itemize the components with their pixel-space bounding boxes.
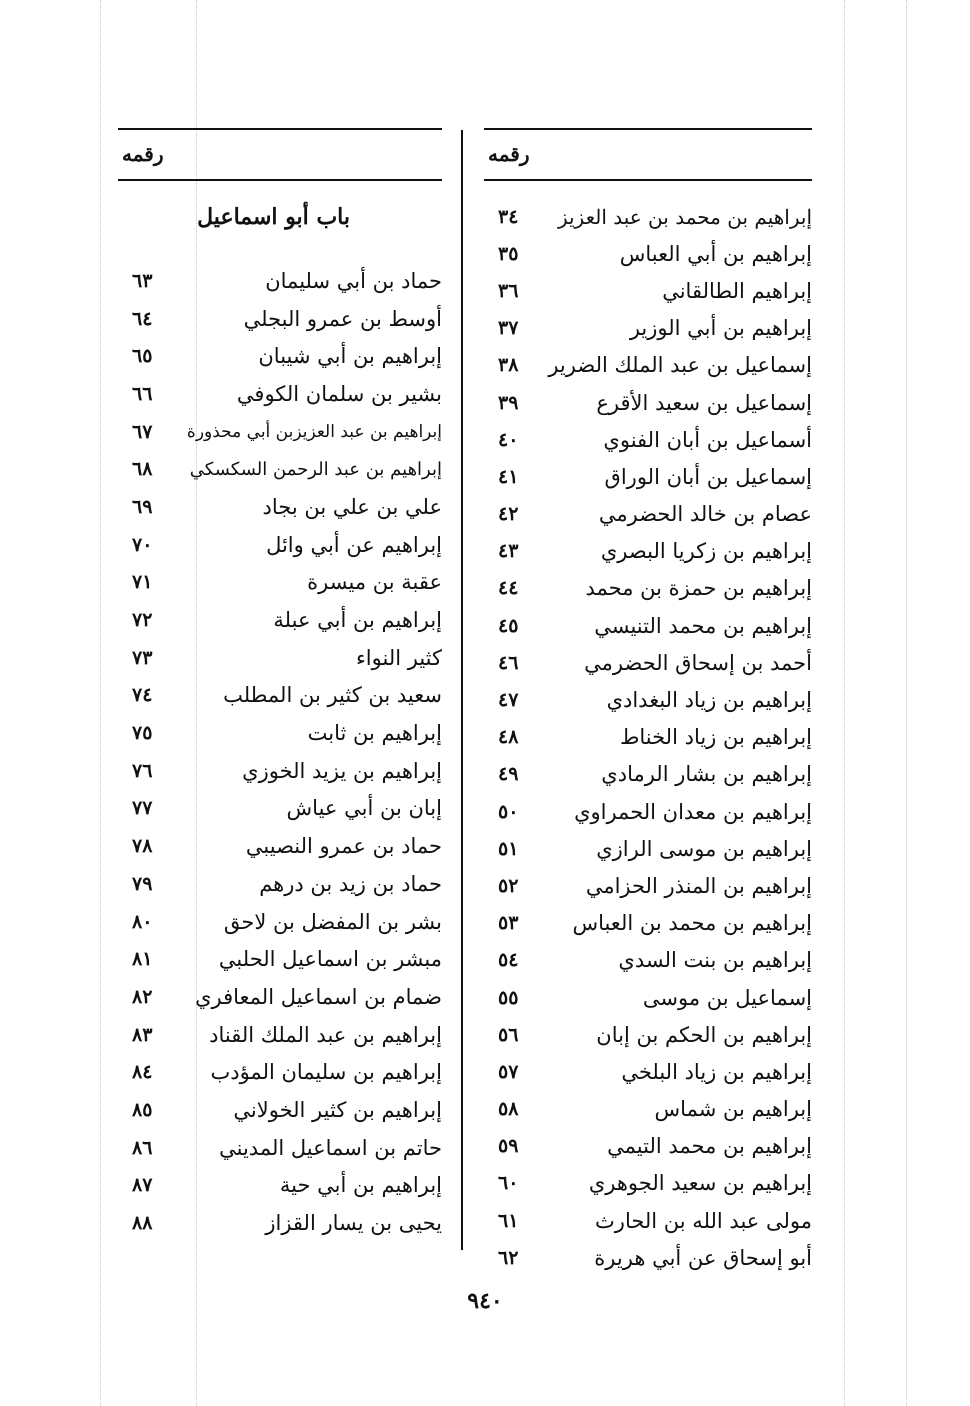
list-item [484,756,812,793]
list-item [484,905,812,942]
entry-name: إبراهيم بن الحكم بن إبان [596,1022,812,1047]
list-item [484,1091,812,1128]
scan-dotted-line [100,0,101,1406]
list-item [118,526,442,564]
entry-number: ٨٣ [132,1023,153,1046]
entry-name: أوسط بن عمرو البجلي [243,306,442,331]
list-item [118,601,442,639]
entry-name: إبراهيم بن ثابت [307,721,442,746]
entry-name: إسماعيل بن عبد الملك الضرير [548,353,812,378]
list-item [118,262,442,300]
entry-number: ٤٨ [498,726,519,749]
entry-number: ٧٣ [132,646,153,669]
entry-number: ٥٥ [498,986,519,1009]
entry-number: ٦٦ [132,382,153,405]
entry-name: إبراهيم بن عبد الملك القناد [209,1022,442,1047]
list-item [118,903,442,941]
entry-name: إبراهيم بن سعيد الجوهري [588,1171,812,1196]
column-separator [461,130,463,1250]
list-item [118,1129,442,1167]
entry-name: أسماعيل بن أبان الفنوي [603,427,812,452]
entry-name: إبراهيم بن محمد التنيسي [594,613,812,638]
entry-name: إبراهيم بن زياد الخناط [619,725,812,750]
entry-number: ٥١ [498,837,519,860]
entry-name: حاتم بن اسماعيل المديني [219,1135,442,1160]
entry-number: ٨٤ [132,1061,153,1084]
list-item [484,235,812,272]
entry-name: إبراهيم بن محمد بن عبد العزيز [557,204,812,229]
entry-name: إبراهيم بن بنت السدي [618,948,812,973]
entry-number: ٣٨ [498,354,519,377]
header-rule-top [484,128,812,130]
entry-name: إبان بن أبي عياش [286,796,442,821]
entry-name: إسماعيل بن سعيد الأقرع [596,390,812,415]
entry-number: ٣٤ [498,205,519,228]
list-item [484,458,812,495]
entry-number: ٥٤ [498,949,519,972]
entry-number: ٨٦ [132,1136,153,1159]
entry-name: إبراهيم الطالقاني [662,278,812,303]
list-item [484,347,812,384]
entry-name: إبراهيم بن أبي شيبان [258,344,442,369]
entry-number: ٦٠ [498,1172,519,1195]
entry-name: إبراهيم بن موسى الرازي [596,836,812,861]
list-item [118,488,442,526]
entry-name: إبراهيم بن المنذر الحزامي [585,873,812,898]
entry-name: إبراهيم بن حمزة بن محمد [585,576,812,601]
entry-name: إبراهيم بن عبد العزيزبن أبي محذورة [186,421,442,442]
list-item [484,533,812,570]
entry-name: إبراهيم بن بشار الرمادي [601,762,812,787]
list-item [118,1091,442,1129]
entry-number: ٨٧ [132,1174,153,1197]
list-item [484,272,812,309]
list-item [118,940,442,978]
entry-number: ٧٦ [132,759,153,782]
list-item [484,830,812,867]
entry-name: حماد بن عمرو النصيبي [245,834,442,859]
list-item [484,198,812,235]
list-item [118,337,442,375]
entry-name: أبو إسحاق عن أبي هريرة [594,1245,812,1270]
list-item [118,450,442,488]
entry-number: ٤٧ [498,689,519,712]
entry-number: ٤١ [498,465,519,488]
entry-name: إبراهيم بن عبد الرحمن السكسكي [189,458,442,480]
entry-number: ٧٠ [132,533,153,556]
entry-number: ٨٢ [132,985,153,1008]
list-item [118,1016,442,1054]
list-item [118,865,442,903]
entry-number: ٨٠ [132,910,153,933]
list-item [118,790,442,828]
list-item [484,942,812,979]
header-rule-bottom [118,179,442,181]
entry-number: ٧٢ [132,609,153,632]
entry-name: إبراهيم بن سليمان المؤدب [210,1060,442,1085]
list-item [484,607,812,644]
number-header: رقمه [488,142,530,166]
number-header: رقمه [122,142,164,166]
list-item [484,681,812,718]
header-rule-bottom [484,179,812,181]
list-item [484,793,812,830]
entry-name: عصام بن خالد الحضرمي [598,502,812,527]
list-item [484,570,812,607]
list-item [118,827,442,865]
list-item [484,867,812,904]
entry-number: ٧٤ [132,684,153,707]
list-item [484,496,812,533]
list-item [118,1053,442,1091]
entry-number: ٥٩ [498,1135,519,1158]
entry-list [118,262,442,1242]
list-item [118,714,442,752]
entry-number: ٨٨ [132,1212,153,1235]
entry-name: إسماعيل بن أبان الوراق [604,464,812,489]
entry-name: إبراهيم عن أبي وائل [266,532,442,557]
list-item [484,421,812,458]
entry-name: إبراهيم بن زكريا البصري [600,539,812,564]
entry-name: عقبة بن ميسرة [307,570,442,595]
entry-number: ٦٩ [132,495,153,518]
list-item [118,978,442,1016]
header-rule-top [118,128,442,130]
list-item [118,375,442,413]
entry-name: إبراهيم بن محمد بن العباس [572,911,812,936]
entry-name: بشير بن سلمان الكوفي [236,381,442,406]
entry-name: ضمام بن اسماعيل المعافري [195,984,442,1009]
entry-name: مبشر بن اسماعيل الحلبي [218,947,442,972]
entry-number: ٧٧ [132,797,153,820]
entry-name: إسماعيل بن موسى [642,985,812,1010]
list-item [118,300,442,338]
list-item [484,1053,812,1090]
entry-number: ٤٢ [498,503,519,526]
entry-number: ٣٥ [498,242,519,265]
entry-name: إبراهيم بن يزيد الخوزي [242,758,442,783]
list-item [484,1165,812,1202]
entry-number: ٤٤ [498,577,519,600]
entry-number: ٨٥ [132,1098,153,1121]
entry-number: ٦١ [498,1209,519,1232]
list-item [484,384,812,421]
entry-name: علي بن علي بن بجاد [262,494,442,519]
list-item [118,1167,442,1205]
list-item [118,413,442,451]
entry-number: ٤٦ [498,651,519,674]
entry-name: إبراهيم بن أبي الوزير [629,316,812,341]
entry-number: ٧١ [132,571,153,594]
entry-name: إبراهيم بن أبي حية [279,1173,442,1198]
entry-number: ٥٣ [498,912,519,935]
entry-number: ٥٨ [498,1098,519,1121]
list-item [484,719,812,756]
entry-name: إبراهيم بن محمد التيمي [607,1134,812,1159]
entry-number: ٤٥ [498,614,519,637]
entry-number: ٣٦ [498,279,519,302]
entry-name: إبراهيم بن معدان الحمراوي [574,799,812,824]
entry-name: كثير النواء [355,645,442,670]
entry-number: ٥٦ [498,1023,519,1046]
entry-name: إبراهيم بن زياد البلخي [621,1059,812,1084]
entry-number: ٨١ [132,948,153,971]
entry-number: ٣٩ [498,391,519,414]
entry-number: ٦٥ [132,345,153,368]
list-item [484,1128,812,1165]
entry-name: أحمد بن إسحاق الحضرمي [584,650,812,675]
list-item [484,1016,812,1053]
entry-number: ٧٥ [132,722,153,745]
entry-name: يحيى بن يسار القزاز [265,1211,442,1236]
entry-number: ٧٩ [132,872,153,895]
entry-name: إبراهيم بن كثير الخولاني [233,1097,442,1122]
entry-name: سعيد بن كثير بن المطلب [223,683,442,708]
entry-name: حماد بن زيد بن درهم [259,871,442,896]
scan-dotted-line [906,0,907,1406]
page-number: ٩٤٠ [467,1288,503,1314]
scan-dotted-line [844,0,845,1406]
entry-number: ٦٢ [498,1246,519,1269]
list-item [118,677,442,715]
list-item [118,752,442,790]
entry-number: ٥٠ [498,800,519,823]
entry-name: مولى عبد الله بن الحارث [595,1208,812,1233]
entry-number: ٦٤ [132,307,153,330]
entry-number: ٧٨ [132,835,153,858]
entry-name: إبراهيم بن شماس [654,1097,812,1122]
list-item [484,1239,812,1276]
entry-name: حماد بن أبي سليمان [265,268,442,293]
list-item [484,979,812,1016]
entry-name: إبراهيم بن أبي عبلة [273,608,442,633]
entry-name: إبراهيم بن زياد البغدادي [606,688,812,713]
entry-number: ٤٣ [498,540,519,563]
list-item [484,1202,812,1239]
entry-number: ٤٠ [498,428,519,451]
entry-number: ٦٣ [132,269,153,292]
entry-name: بشر بن المفضل بن لاحق [223,909,442,934]
list-item [118,639,442,677]
entry-number: ٥٧ [498,1060,519,1083]
list-item [118,564,442,602]
entry-number: ٦٧ [132,420,153,443]
entry-number: ٦٨ [132,458,153,481]
list-item [484,310,812,347]
entry-number: ٣٧ [498,317,519,340]
list-item [484,644,812,681]
entry-number: ٤٩ [498,763,519,786]
list-item [118,1204,442,1242]
section-title: باب أبو اسماعيل [197,204,350,230]
entry-name: إبراهيم بن أبي العباس [619,241,812,266]
entry-list [484,198,812,1276]
entry-number: ٥٢ [498,874,519,897]
